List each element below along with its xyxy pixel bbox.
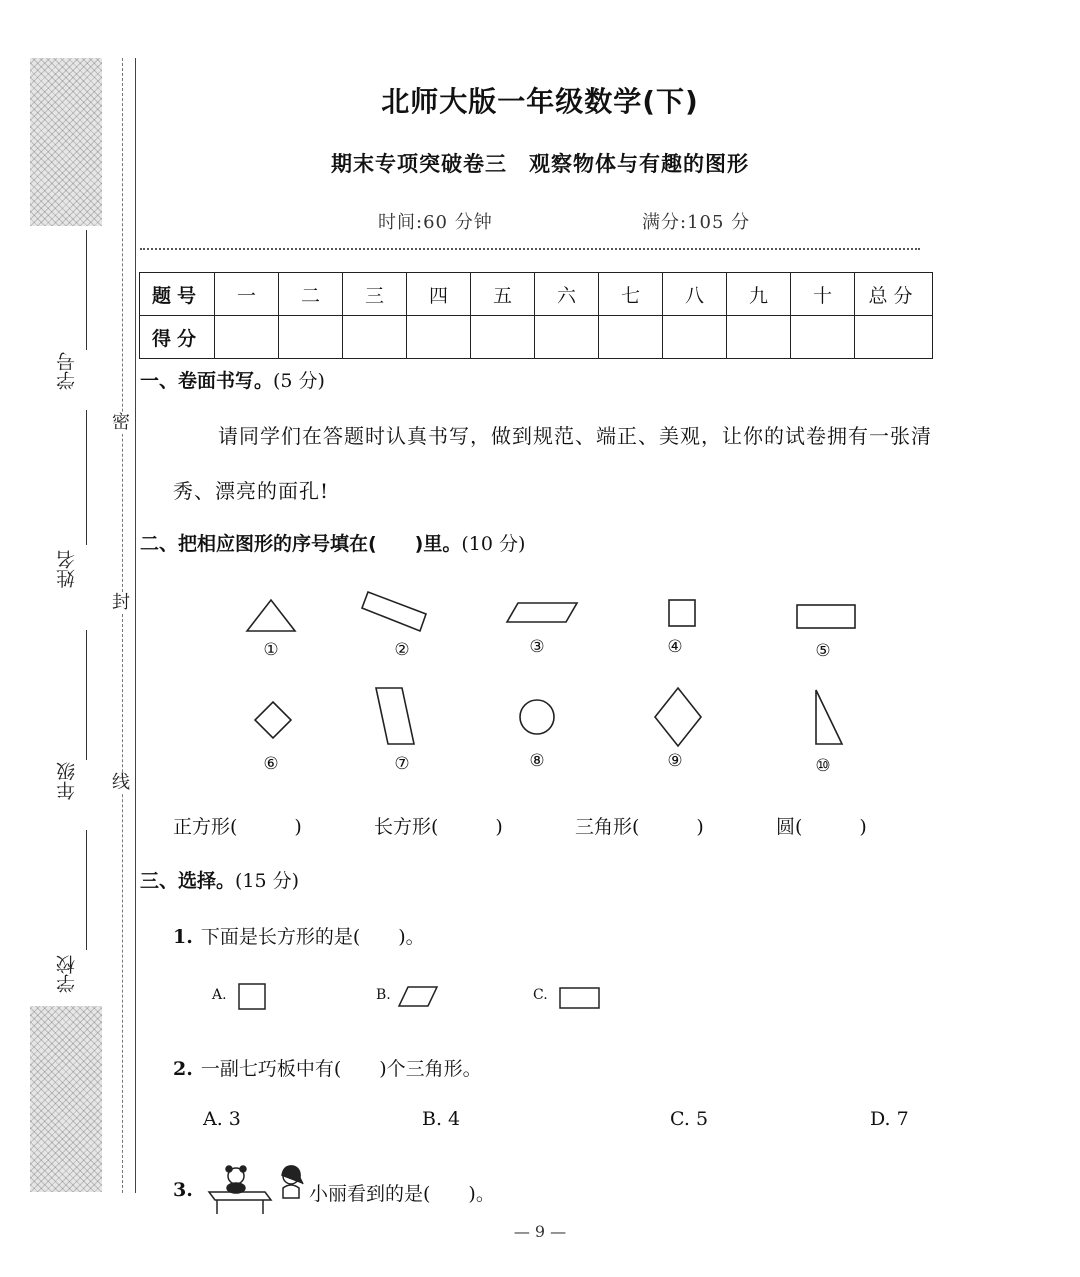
question-number-label: 题号: [140, 273, 215, 316]
school-line: [86, 830, 87, 950]
section-1-title: 一、卷面书写。: [140, 370, 274, 392]
question-3-text: 小丽看到的是( )。: [309, 1183, 495, 1205]
shape-label-1: ①: [263, 640, 279, 660]
girl-body-icon: [283, 1185, 299, 1198]
col-4: 四: [407, 273, 471, 316]
panda-ear-icon: [226, 1166, 232, 1172]
fill-square[interactable]: 正方形( ): [173, 816, 302, 838]
col-1: 一: [215, 273, 279, 316]
shape-label-2: ②: [394, 640, 410, 660]
col-5: 五: [471, 273, 535, 316]
q2-option-d[interactable]: D. 7: [870, 1108, 909, 1130]
q2-option-c[interactable]: C. 5: [670, 1108, 709, 1130]
name-label: 姓名: [56, 550, 78, 588]
panda-ear-icon: [240, 1166, 246, 1172]
exam-full-score: 满分:105 分: [642, 212, 751, 233]
q1-option-c-label[interactable]: C.: [533, 987, 548, 1003]
section-1-points: (5 分): [273, 370, 325, 392]
shape-label-5: ⑤: [815, 641, 831, 661]
shape-10-right-triangle: [816, 690, 842, 744]
seal-mi: 密: [112, 412, 130, 433]
section-2-points: (10 分): [461, 533, 526, 555]
fill-triangle[interactable]: 三角形( ): [575, 816, 704, 838]
section-2-title: 二、把相应图形的序号填在( )里。: [140, 533, 462, 555]
section-3-points: (15 分): [235, 870, 300, 892]
col-6: 六: [535, 273, 599, 316]
q1-option-b-label[interactable]: B.: [376, 987, 391, 1003]
question-1: [173, 922, 425, 949]
page-subtitle: 期末专项突破卷三 观察物体与有趣的图形: [331, 152, 749, 176]
shape-label-7: ⑦: [394, 754, 410, 774]
shape-label-6: ⑥: [263, 754, 279, 774]
fill-circle[interactable]: 圆( ): [776, 816, 867, 838]
page-number: — 9 —: [513, 1222, 567, 1241]
shape-3-parallelogram: [507, 603, 577, 622]
q1-option-b-parallelogram[interactable]: [399, 987, 437, 1006]
total-label: 总分: [855, 273, 933, 316]
section-3-heading: [140, 866, 299, 893]
question-2-number: 2.: [173, 1058, 193, 1080]
col-9: 九: [727, 273, 791, 316]
section-3-title: 三、选择。: [140, 870, 236, 892]
shape-label-3: ③: [529, 637, 545, 657]
q2-option-a[interactable]: A. 3: [203, 1108, 241, 1130]
shape-label-8: ⑧: [529, 751, 545, 771]
q1-option-shapes: [0, 970, 1080, 1020]
shape-label-9: ⑨: [667, 751, 683, 771]
question-1-number: 1.: [173, 926, 193, 948]
q2-option-b[interactable]: B. 4: [422, 1108, 461, 1130]
col-8: 八: [663, 273, 727, 316]
seal-xian: 线: [112, 772, 130, 793]
question-3-number: 3.: [173, 1179, 193, 1201]
shape-1-triangle: [247, 600, 295, 631]
shape-7-tall-parallelogram: [376, 688, 414, 744]
question-1-text: 下面是长方形的是( )。: [200, 926, 425, 948]
shape-8-circle: [520, 700, 554, 734]
section-1-line-2: 秀、漂亮的面孔!: [173, 479, 330, 503]
grade-label: 年级: [56, 762, 78, 800]
col-2: 二: [279, 273, 343, 316]
shape-9-rhombus: [655, 688, 701, 746]
panda-body-icon: [227, 1183, 245, 1193]
q1-option-c-rectangle[interactable]: [560, 988, 599, 1008]
shape-label-4: ④: [667, 637, 683, 657]
shape-label-10: ⑩: [815, 756, 831, 776]
q1-option-a-label[interactable]: A.: [212, 987, 227, 1003]
school-label: 学校: [56, 955, 78, 993]
shape-6-diamond-square: [255, 702, 291, 738]
exam-time: 时间:60 分钟: [378, 212, 493, 233]
shape-2-tilted-rectangle: [362, 592, 426, 631]
score-label: 得分: [140, 316, 215, 359]
section-1-line-1: 请同学们在答题时认真书写，做到规范、端正、美观，让你的试卷拥有一张清: [218, 424, 932, 448]
student-id-label: 学号: [56, 352, 78, 390]
col-10: 十: [791, 273, 855, 316]
q1-option-a-square[interactable]: [239, 984, 265, 1009]
question-3-number-wrap: [173, 1179, 201, 1201]
question-2-text: 一副七巧板中有( )个三角形。: [200, 1058, 482, 1080]
shape-5-rectangle: [797, 605, 855, 628]
question-2: [173, 1054, 482, 1081]
col-7: 七: [599, 273, 663, 316]
seal-feng: 封: [112, 592, 130, 613]
col-3: 三: [343, 273, 407, 316]
page-title: 北师大版一年级数学(下): [381, 85, 699, 118]
fill-rectangle[interactable]: 长方形( ): [374, 816, 503, 838]
binding-pattern-bottom: [30, 1006, 102, 1192]
shape-4-square: [669, 600, 695, 626]
q3-illustration: [205, 1162, 309, 1216]
